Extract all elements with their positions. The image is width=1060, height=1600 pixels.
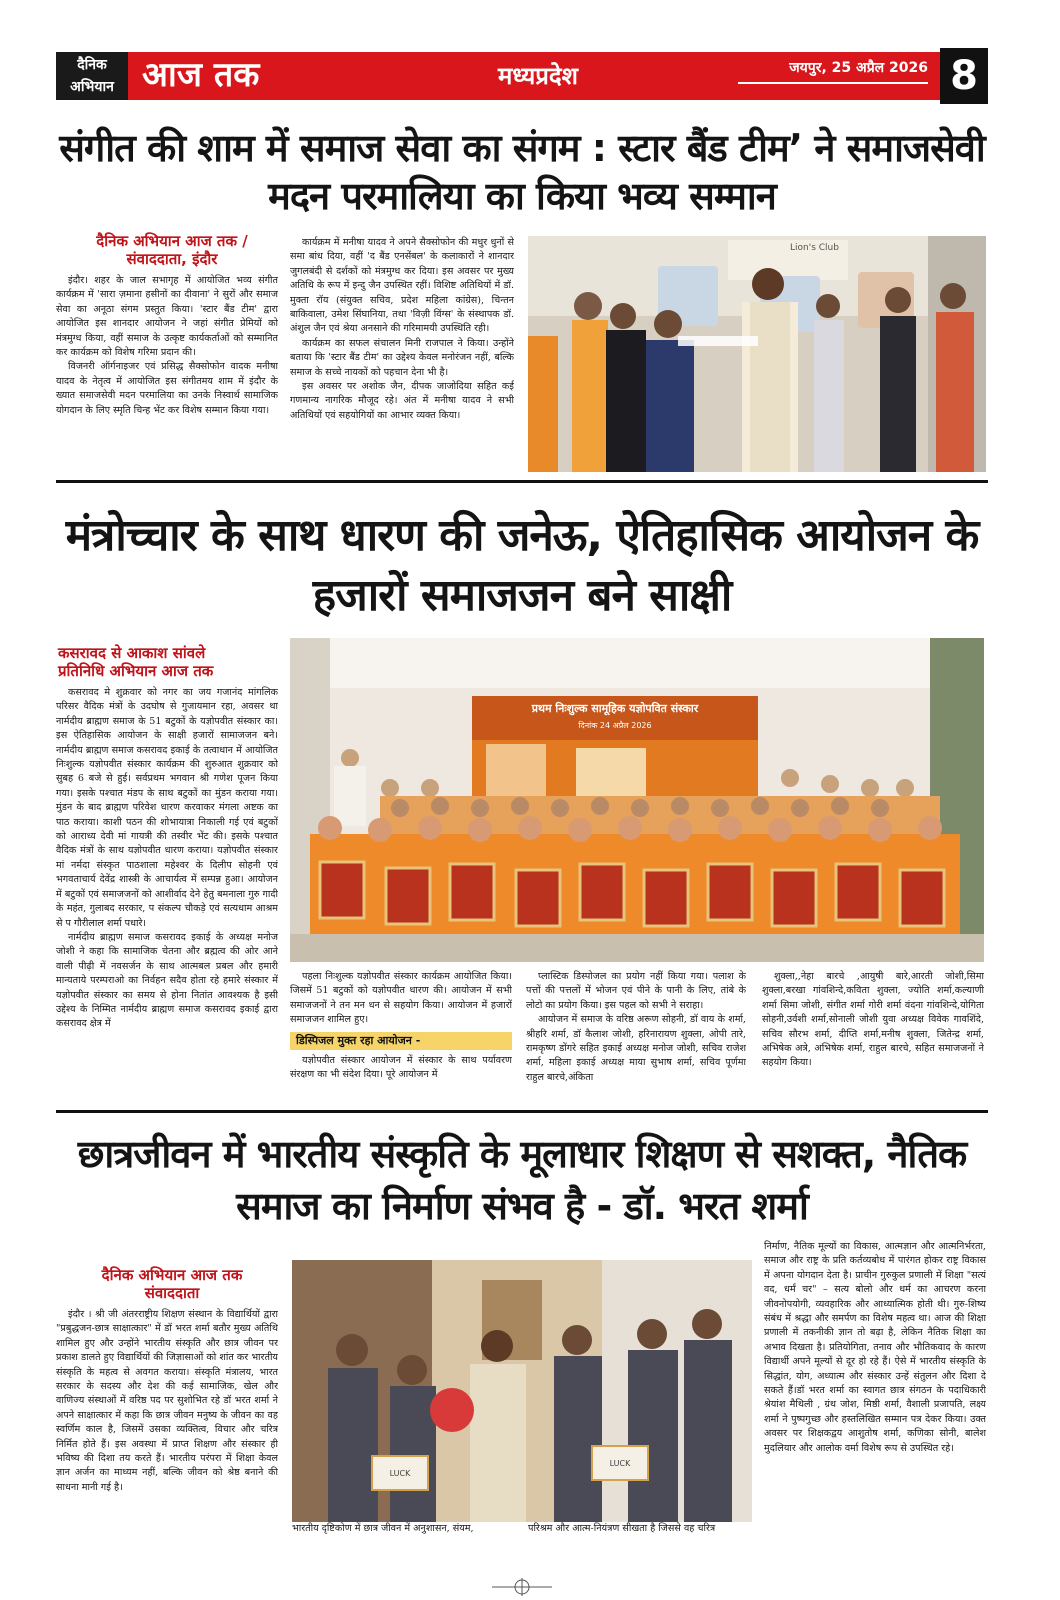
story3-headline: छात्रजीवन में भारतीय संस्कृति के मूलाधार शिक्षण से सशक्त, नैतिक समाज का निर्माण संभव है - डॉ. भरत शर्मा	[77, 1132, 967, 1228]
story3-byline	[60, 1266, 284, 1302]
story3-column-3	[764, 1240, 986, 1538]
story2-column-4	[762, 970, 984, 1100]
story2-col2-para-2: यज्ञोपवीत संस्कार आयोजन में संस्कार के साथ पर्यावरण संरक्षण का भी संदेश दिया। पूरे आयोजन में	[290, 1054, 512, 1081]
story1-byline-line1: दैनिक अभियान आज तक /	[96, 232, 248, 250]
story1-col1-para-2: विजनरी ऑर्गनाइजर एवं प्रसिद्ध सैक्सोफोन वादक मनीषा यादव के नेतृत्व में आयोजित इस संगीतमय शाम में इंदौर के ख्यात समाजसेवी मदन परमालिया का उनके निस्वार्थ सामाजिक योगदान के लिए स्मृति चिन्ह भेंट कर विशेष सम्मान किया गया।	[56, 361, 278, 416]
story2-photo-illustration	[290, 638, 984, 962]
dateline: जयपुर, 25 अप्रैल 2026	[789, 60, 928, 76]
story2-col4-para-1: शुक्ला,,नेहा बारचे ,आयुषी बारे,आरती जोशी,सिमा शुक्ला,बरखा गांवशिन्दे,कविता शुक्ला, ज्योति शर्मा,कल्याणी शर्मा सिमा जोशी, संगीत शर्मा गोरी शर्मा वंदना गांवशिन्दे,योगिता सोहनी,उर्वशी शर्मा,सोनाली जोशी युवा अध्यक्ष विवेक गावशिंदे, सचिव सौरभ शर्मा, दीप्ति शर्मा,मनीष शुक्ला, जितेन्द्र शर्मा, अभिषेक अत्रे, अभिषेक शर्मा, राहुल बारचे, सहित समाजजनों ने सहयोग किया।	[762, 971, 984, 1069]
story2-headline: मंत्रोच्चार के साथ धारण की जनेऊ, ऐतिहासिक आयोजन के हजारों समाजजन बने साक्षी	[65, 510, 979, 621]
story2-photo	[290, 638, 984, 962]
story1-photo-banner-text: Lion's Club	[790, 243, 839, 253]
registration-mark-icon	[492, 1578, 552, 1596]
story3-caption-right-text: परिश्रम और आत्म-नियंत्रण सीखता है जिससे वह चरित्र	[528, 1523, 716, 1534]
story2-subhead: डिस्पिजल मुक्त रहा आयोजन -	[290, 1032, 512, 1050]
page-number: 8	[940, 48, 988, 104]
story3-card-label-1: LUCK	[389, 1469, 411, 1478]
brand-name: आज तक	[142, 55, 260, 95]
story3-col1-para-1: इंदौर । श्री जी अंतरराष्ट्रीय शिक्षण संस्थान के विद्यार्थियों द्वारा "प्रबुद्धजन-छात्र साक्षात्कार" में डॉ भरत शर्मा बतौर मुख्य अतिथि शामिल हुए और उन्होंने भारतीय संस्कृति और छात्र जीवन पर प्रकाश डालते हुए विद्यार्थियों की जिज्ञासाओं को शांत कर भारतीय संस्कृति के महत्व से अवगत कराया। संस्कृति मंत्रालय, भारत सरकार के सदस्य और देश की कई सामाजिक, खेल और वाणिज्य संस्थाओं में वरिष्ठ पद पर सुशोभित रहे डॉ भरत शर्मा ने अपने साक्षात्कार में कहा कि छात्र जीवन मनुष्य के जीवन का वह स्वर्णिम काल है, जिसमें उसका व्यक्तित्व, विचार और चरित्र निर्मित होते हैं। इस अवस्था में प्राप्त शिक्षण और संस्कार ही भविष्य की दिशा तय करते हैं। भारतीय परंपरा में शिक्षा केवल ज्ञान अर्जन का माध्यम नहीं, बल्कि जीवन को श्रेष्ठ बनाने की साधना मानी गई है।	[56, 1309, 278, 1493]
story3-byline-line2: संवाददाता	[144, 1284, 200, 1302]
story1-photo	[528, 236, 986, 472]
story3-photo	[292, 1260, 752, 1522]
section-name: मध्यप्रदेश	[497, 62, 579, 90]
story1-col2-para-2: कार्यक्रम का सफल संचालन मिनी राजपाल ने किया। उन्होंने बताया कि 'स्टार बैंड टीम' का उद्देश्य केवल मनोरंजन नहीं, बल्कि समाज के सच्चे नायकों को पहचान देना भी है।	[290, 337, 514, 378]
story2-column-2	[290, 970, 512, 1100]
story1-column-1	[56, 274, 278, 470]
story1-col2-para-1: कार्यक्रम में मनीषा यादव ने अपने सैक्सोफोन की मधुर धुनों से समा बांध दिया, वहीं 'द बैंड एनसेंबल' के कलाकारों ने शानदार जुगलबंदी से दर्शकों को मंत्रमुग्ध कर दिया। इस अवसर पर मुख्य अतिथि के रूप में इन्दु जैन उपस्थित रहीं। विशिष्ट अतिथियों में डॉ. मुक्ता रॉय (संयुक्त सचिव, प्रदेश महिला कांग्रेस), चिन्तन बाकिवाला, उमेश सिंघानिया, तथा 'विज़ी विंग्स' के संस्थापक डॉ. अंशुल जैन एवं श्रेया अनसाने की गरिमामयी उपस्थिति रही।	[290, 237, 514, 335]
section-divider-1	[56, 480, 988, 483]
story3-card-label-2: LUCK	[609, 1459, 631, 1468]
story2-byline-line1: कसरावद से आकाश सांवले	[58, 644, 206, 662]
story1-col1-para-1: इंदौर। शहर के जाल सभागृह में आयोजित भव्य संगीत कार्यक्रम में 'सारा ज़माना हसीनों का दीवाना' ने सुरों और समाज सेवा का अनूठा संगम प्रस्तुत किया। 'स्टार बैंड टीम' द्वारा आयोजित इस शानदार आयोजन ने जहां संगीत प्रेमियों को मंत्रमुग्ध किया, वहीं समाज के उत्कृष्ट कार्यकर्ताओं को सम्मानित कर कार्यक्रम को विशेष गरिमा प्रदान की।	[56, 275, 278, 359]
brand-line-2: अभियान	[70, 79, 114, 95]
story2-col1-para-1: कसरावद मे शुक्रवार को नगर का जय गजानंद मांगलिक परिसर वैदिक मंत्रों के उदघोष से गुजायमान रहा, अवसर था नार्मदीय ब्राह्मण समाज के 51 बटुकों के यज्ञोपवीत संस्कार का। इस ऐतिहासिक आयोजन के साक्षी हजारों सामाजजन बने। नार्मदीय ब्राह्मण समाज कसरावद इकाई के तत्वाधान में आयोजित निःशुल्क यज्ञोपवीत संस्कार कार्यक्रम की शुरुआत शुक्रवार को सुबह 6 बजे से हुई। सर्वप्रथम भगवान श्री गणेश पूजन किया गया। इसके पश्चात मंडप के साथ बटुकों का मुंडन कराया गया। मुंडन के बाद ब्राह्मण परिवेश धारण करवाकर मंगला अष्टक का पाठ कराया। काशी पठन की शोभायात्रा निकाली गई एवं बटुकों को आराध्य देवी मां गायत्री की तस्वीर भेंट की। इसके पश्चात वैदिक मंत्रों के साथ यज्ञोपवीत धारण कराया। यज्ञोपवीत संस्कार मां नर्मदा संस्कृत पाठशाला महेश्वर के दिलीप सोहनी एवं भगवताचार्य देवेंद्र शास्त्री के आचार्यत्व में सम्पन्न हुआ। आयोजन में बटुकों एवं समाजजनों को आशीर्वाद देने हेतु बमनाला गुरु गादी के महंत, गुलाबद सरकार, प संकल्प चौकड़े एवं सत्यधाम आश्रम से प गौरीलाल शर्मा पधारे।	[56, 687, 278, 929]
masthead-band	[128, 52, 940, 100]
story3-photo-illustration	[292, 1260, 752, 1522]
story2-column-3	[526, 970, 746, 1100]
story1-byline-line2: संवाददाता, इंदौर	[126, 250, 218, 268]
story3-caption-right	[528, 1522, 750, 1540]
story1-column-2	[290, 236, 514, 470]
story1-col2-para-3: इस अवसर पर अशोक जैन, दीपक जाजोदिया सहित कई गणमान्य नागरिक मौजूद रहे। अंत में मनीषा यादव ने सभी अतिथियों एवं सहयोगियों का आभार व्यक्त किया।	[290, 381, 514, 421]
story2-photo-banner-date: दिनांक 24 अप्रैल 2026	[578, 721, 652, 730]
story3-column-1	[56, 1308, 278, 1538]
story3-caption-left	[292, 1522, 514, 1540]
story1-photo-illustration	[528, 236, 986, 472]
story2-photo-banner-title: प्रथम निःशुल्क सामूहिक यज्ञोपवित संस्कार	[531, 702, 699, 715]
story2-col3-para-1: प्लास्टिक डिस्पोजल का प्रयोग नहीं किया गया। पलाश के पत्तों की पत्तलों में भोजन एवं पीने के पानी के लिए, तांबे के लोटो का प्रयोग किया। इस पहल को सभी ने सराहा।	[526, 971, 746, 1011]
story3-byline-line1: दैनिक अभियान आज तक	[101, 1266, 243, 1284]
story2-byline-line2: प्रतिनिधि अभियान आज तक	[58, 662, 214, 680]
story1-byline	[60, 232, 284, 268]
story2-byline	[58, 644, 288, 680]
section-divider-2	[56, 1110, 988, 1113]
brand-logo-box	[56, 52, 128, 100]
story2-col2-para-1: पहला निःशुल्क यज्ञोपवीत संस्कार कार्यक्रम आयोजित किया। जिसमें 51 बटुकों को यज्ञोपवीत धारण की। आयोजन में सभी समाजजनों ने तन मन धन से सहयोग किया। आयोजन में हजारों समाजजन शामिल हुए।	[290, 971, 512, 1026]
story2-col1-para-2: नार्मदीय ब्राह्मण समाज कसरावद इकाई के अध्यक्ष मनोज जोशी ने कहा कि सामाजिक चेतना और ब्रह्मत्व की ओर आने वाली पीढ़ी में नवसर्जन के साथ आत्मबल प्रबल और हमारी मान्यताये परम्पराओ का निर्वहन सदैव होता रहे हमारे संस्कार में यज्ञोपवीत संस्कार का समय से होना नितांत आवश्यक है इसी उद्देश्य के निम्मित नार्मदीय ब्राह्मण समाज कसरावद इकाई द्वारा कसरावद क्षेत्र में	[56, 931, 278, 1030]
brand-line-1: दैनिक	[77, 57, 107, 73]
story3-col3-para-1: निर्माण, नैतिक मूल्यों का विकास, आत्मज्ञान और आत्मनिर्भरता, समाज और राष्ट्र के प्रति कर्तव्यबोध में पारंगत होकर राष्ट्र विकास में अपना योगदान देता है। प्राचीन गुरुकुल प्रणाली में शिक्षा "सत्यं वद, धर्मं चर" – सत्य बोलो और धर्म का आचरण करना जीवनोपयोगी, व्यवहारिक और आध्यात्मिक होती थी। गुरु-शिष्य संबंध में श्रद्धा और समर्पण का विशेष महत्व था। आज की शिक्षा प्रणाली में तकनीकी ज्ञान तो बढ़ा है, लेकिन नैतिक शिक्षा का अभाव दिखता है। प्रतियोगिता, तनाव और भौतिकवाद के कारण विद्यार्थी अपने मूल्यों से दूर हो रहे हैं। ऐसे में भारतीय संस्कृति के सिद्धांत, योग, अध्यात्म और संस्कार उन्हें संतुलन और दिशा दे सकते हैं।डॉ भरत शर्मा का स्वागत छात्र संगठन के पदाधिकारी श्रेयांश मैथिली , ग्रंथ जोश, मिष्ठी शर्मा, वैशाली प्रजापति, लक्ष्य शर्मा ने पुष्पगुच्छ और हस्तलिखित सम्मान पत्र देकर किया। उक्त अवसर पर शिक्षकद्वय आशुतोष शर्मा, कणिका सोनी, बालेश मुदलियार और आलोक वर्मा विशेष रूप से उपस्थित रहे।	[764, 1241, 986, 1454]
masthead	[56, 48, 988, 104]
story3-caption-left-text: भारतीय दृष्टिकोण में छात्र जीवन में अनुशासन, संयम,	[292, 1523, 474, 1534]
story2-column-1	[56, 686, 278, 1098]
story2-col3-para-2: आयोजन में समाज के वरिष्ठ अरूण सोहनी, डॉ वाय के शर्मा, श्रीहरि शर्मा, डॉ कैलाश जोशी, हरिनारायण शुक्ला, ओपी तारे, रामकृष्ण डोंगरे सहित इकाई अध्यक्ष मनोज जोशी, सचिव राजेश शर्मा, महिला इकाई अध्यक्ष माया सुभाष शर्मा, सचिव पूर्णमा राहुल बारचे,अंकिता	[526, 1014, 746, 1083]
dateline-rule	[738, 82, 928, 84]
story1-headline: संगीत की शाम में समाज सेवा का संगम : स्टार बैंड टीम’ ने समाजसेवी मदन परमालिया का किया भव्य सम्मान	[59, 126, 985, 218]
